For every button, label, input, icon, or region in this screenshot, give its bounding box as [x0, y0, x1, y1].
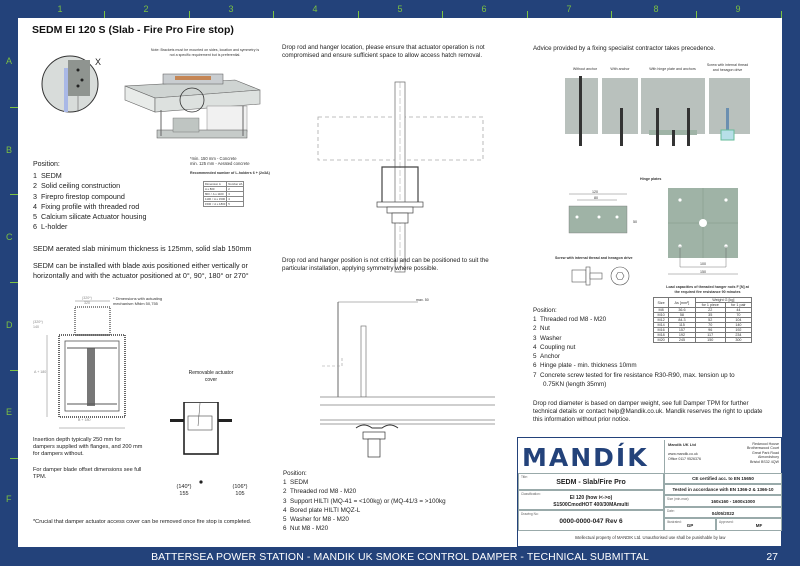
grid-tick	[10, 282, 18, 283]
crucial-cover-text: *Crucial that damper actuator access cover can be removed once fire stop is completed.	[33, 519, 252, 525]
drawing-no-cell: Drawing No: 0000-0000-047 Rev 6	[518, 510, 664, 531]
grid-column-ruler	[0, 0, 800, 18]
grid-col-1: 1	[57, 4, 63, 14]
position-item: 3 Washer	[533, 334, 562, 342]
title-cell: Title: SEDM - Slab/Fire Pro	[518, 473, 664, 490]
grid-row-a: A	[6, 56, 13, 66]
min-concrete-note: *min. 150 mm - Concrete	[190, 156, 237, 161]
position-list-right	[533, 315, 773, 389]
removable-cover-label: Removable actuator cover	[188, 370, 234, 383]
size-cell: Size (min-max): 160x160 - 1600x1000	[664, 495, 782, 507]
position-item: 5 Calcium silicate Actuator housing	[33, 212, 147, 222]
position-list-left	[33, 171, 173, 233]
grid-col-7: 7	[566, 4, 572, 14]
dim-top-starred: (320*)	[82, 296, 92, 300]
position-list-middle	[283, 478, 523, 534]
page-footer	[0, 547, 800, 566]
position-item: 2 Threaded rod M8 - M20	[283, 488, 357, 496]
table-row: M20 245 150 300	[654, 338, 752, 343]
footer-title: BATTERSEA POWER STATION - MANDIK UK SMOKE CONTROL DAMPER - TECHNICAL SUBMITTAL	[151, 551, 649, 563]
position-item: 7 Concrete screw tested for fire resistance R30-R90, max. tension up to 0.75KN (length 35mm)	[533, 371, 735, 389]
grid-col-6: 6	[481, 4, 487, 14]
grid-col-5: 5	[397, 4, 403, 14]
drop-rod-location-text: Drop rod and hanger location, please ensure that actuator operation is not compromised and ensure sufficient space to allow access hatch removal.	[282, 44, 485, 59]
hinge-dim-120: 120	[592, 190, 598, 194]
grid-tick	[696, 11, 697, 18]
table-row: M8 36.6 22 44	[654, 308, 752, 313]
position-item: 1 Threaded rod M8 - M20	[533, 316, 607, 323]
position-item: 6 Hinge plate - min. thickness 10mm	[533, 362, 637, 370]
grid-tick	[611, 11, 612, 18]
grid-tick	[10, 194, 18, 195]
screw-label: Screw with internal thread and hexagon drive	[555, 256, 633, 260]
table-row: M18 192 117 234	[654, 333, 752, 338]
grid-tick	[781, 11, 782, 18]
ip-notice: Intellectual property of MANDIK Ltd. Unauthorised use shall be punishable by law	[574, 535, 726, 540]
grid-row-f: F	[6, 494, 12, 504]
dim-side: 140	[33, 325, 39, 329]
position-item: 5 Washer for M8 - M20	[283, 516, 349, 524]
position-heading-left: Position:	[33, 161, 60, 168]
page-title: SEDM EI 120 S (Slab - Fire Pro Fire stop)	[32, 24, 234, 36]
anchor-types-drawing	[560, 76, 755, 161]
grid-col-9: 9	[735, 4, 741, 14]
grid-row-e: E	[6, 407, 13, 417]
page-number: 27	[766, 551, 778, 563]
position-item: 4 Bored plate HILTI MQZ-L	[283, 506, 361, 514]
blade-offset-text: For damper blade offset dimensions see full TPM.	[33, 467, 142, 480]
position-item: 2 Solid ceiling construction	[33, 181, 121, 191]
position-item: 6 Nut M8 - M20	[283, 525, 329, 533]
hinge-plate-small-drawing	[567, 192, 637, 237]
anchor-label-screw: Screw with internal thread and hexagon drive	[706, 63, 749, 72]
dim-left-values: (140*) 155	[176, 484, 192, 497]
insertion-depth-text: Insertion depth typically 250 mm for dampers supplied with flanges, and 200 mm for dampers without.	[33, 437, 143, 457]
date-cell: Date: 04/05/2022	[664, 507, 782, 518]
mandik-logo: MANDÍK	[522, 443, 649, 472]
grid-tick	[10, 458, 18, 459]
hinge-dim-80: 80	[594, 196, 598, 200]
position-item: 4 Coupling nut	[533, 343, 576, 351]
orientation-text: SEDM can be installed with blade axis positioned either vertically or horizontally and with the actuator positioned at 0°, 90°, 180° or 270°	[33, 261, 249, 280]
company-phone: Office 0117 9526376	[668, 457, 702, 461]
load-capacity-caption: Load capacities of threaded hanger rods F [N] at the required fire resistance 90 minutes	[666, 285, 749, 294]
anchor-label-hinge: With hinge plate and anchors	[649, 67, 696, 71]
plate-dim-100: 100	[700, 262, 706, 266]
title-block	[517, 437, 782, 547]
table-row: M14 115 70 140	[654, 323, 752, 328]
classification-cell: Classification: EI 120 (how i<->o) S1500CmodHOT 400/30MAmulti	[518, 490, 664, 510]
holders-caption: Recommended number of L-holders 6 + (2x3A)	[190, 171, 270, 175]
tested-cell: Tested in accordance with EN 1366-2 & 1366-10	[664, 484, 782, 495]
dim-right-values: (106*) 105	[232, 484, 248, 497]
anchor-label-with: With anchor	[610, 67, 630, 71]
position-item: 2 Nut	[533, 325, 550, 333]
company-name: Mandik UK Ltd	[668, 442, 696, 447]
grid-tick	[442, 11, 443, 18]
position-item: 1 SEDM	[283, 479, 309, 486]
dim-side-starred: (320*)	[33, 320, 43, 324]
position-item: 5 Anchor	[533, 353, 560, 361]
ce-cert-cell: CE certified acc. to EN 15650	[664, 473, 782, 484]
table-row: M12 84.3 52 104	[654, 318, 752, 323]
grid-tick	[273, 11, 274, 18]
approved-cell: Approved: MF	[716, 518, 782, 531]
thickness-text: SEDM aerated slab minimum thickness is 125mm, solid slab 150mm	[33, 244, 252, 253]
position-item: 4 Fixing profile with threaded rod	[33, 201, 140, 211]
bracket-note: Note: Brackets must be mounted on sides, location and symmetry is not a specific requirement but is preferential.	[150, 48, 260, 57]
grid-tick	[189, 11, 190, 18]
grid-col-4: 4	[312, 4, 318, 14]
grid-row-b: B	[6, 145, 13, 155]
cover-section-drawing	[170, 402, 250, 484]
grid-row-d: D	[6, 320, 13, 330]
grid-tick	[104, 11, 105, 18]
company-website[interactable]: www.mandik.co.uk	[668, 452, 698, 456]
holders-table: Dimension A Number 2A A ≤ 800 2 800 < A ≤ 1100 3 1100 < A ≤ 1500 4 1500 < A ≤ 1800 5	[205, 182, 243, 206]
max-distance-label: max. 50	[416, 298, 429, 302]
position-item: 3 Firepro firestop compound	[33, 191, 125, 201]
position-heading-middle: Position:	[283, 470, 307, 477]
company-info	[664, 440, 782, 473]
dim-height: A + 180	[34, 370, 47, 374]
table-row: M10 58 35 70	[654, 313, 752, 318]
illustrated-cell: Illustrated: GP	[664, 518, 716, 531]
grid-col-3: 3	[228, 4, 234, 14]
sedm-isometric-drawing	[115, 70, 265, 150]
hanger-side-drawing	[320, 300, 495, 465]
grid-col-8: 8	[653, 4, 659, 14]
anchor-label-without: Without anchor	[572, 67, 598, 71]
position-item: 3 Support HILTI (MQ-41 = <100kg) or (MQ-41/3 = >100kg	[283, 497, 446, 505]
dim-width: B + 180	[78, 418, 91, 422]
hinge-dim-50: 50	[633, 220, 637, 224]
company-address: Redwood House Brotherswood Court Great Park Road Almondsbury Bristol BS32 4QW	[747, 442, 779, 464]
min-aerated-note: min. 125 mm - Aerated concrete	[190, 161, 250, 166]
position-item: 6 L-holder	[33, 222, 68, 232]
dimensions-note: * Dimensions with actuating mechanism Mfdm 50,755	[113, 296, 163, 306]
screw-drawing	[570, 265, 640, 287]
grid-tick	[358, 11, 359, 18]
plate-dim-150: 150	[700, 270, 706, 274]
grid-tick	[10, 107, 18, 108]
table-row: M16 157 96 192	[654, 328, 752, 333]
grid-tick	[10, 370, 18, 371]
drop-rod-position-text: Drop rod and hanger position is not critical and can be positioned to suit the particular installation, applying symmetry where possible.	[282, 257, 489, 272]
grid-tick	[527, 11, 528, 18]
dim-top: 320	[84, 301, 90, 305]
rod-diameter-text: Drop rod diameter is based on damper weight, see full Damper TPM for further technical details or contact help@Mandik.co.uk. Mandik reserves the right to update this information without prior notice.	[533, 400, 763, 423]
detail-x-label: X	[95, 57, 102, 67]
grid-col-2: 2	[143, 4, 149, 14]
grid-row-c: C	[6, 232, 13, 242]
position-heading-right: Position:	[533, 307, 557, 314]
advice-text: Advice provided by a fixing specialist contractor takes precedence.	[533, 45, 716, 52]
load-capacity-table: Size As [mm²] Weight G [kg] for 1 piece for 1 pair M8 36.6 22 44 M10 58 35 70 M12 84.3 52 104 M14 115 70 140 M16 157 96 192 M18 192 117 234 M20 245 150 300	[653, 297, 752, 343]
position-item: 1 SEDM	[33, 171, 62, 180]
damper-section-drawing	[35, 293, 130, 448]
hinge-plates-label: Hinge plates	[640, 177, 662, 181]
